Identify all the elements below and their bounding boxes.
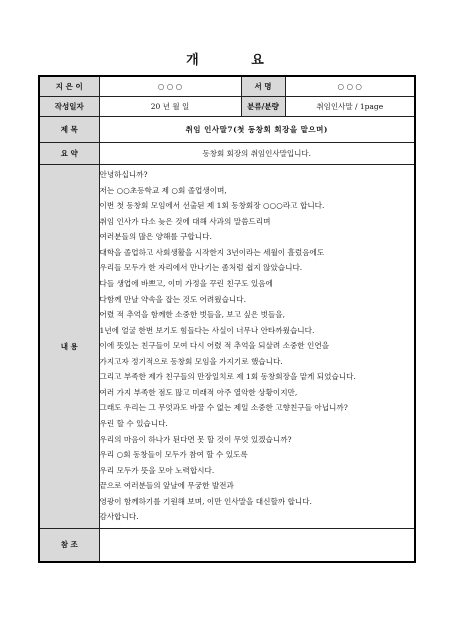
content-line: 우리 ○회 동창들이 모두가 참여 할 수 있도록 (99, 450, 248, 460)
content-line: 끝으로 여러분들의 앞날에 무궁한 발전과 (99, 481, 234, 491)
content-line: 그래도 우리는 그 무엇과도 바꿀 수 없는 제일 소중한 고향친구들 아닙니까? (99, 403, 348, 413)
signature-label: 서 명 (241, 76, 285, 96)
content-line: 그리고 부족한 제가 친구들의 만장일치로 제 1회 동창회장을 맡게 되었습니다. (99, 372, 356, 382)
content-line: 취임 인사가 다소 늦은 것에 대해 사과의 말씀드리며 (99, 216, 271, 226)
author-label: 지 은 이 (39, 76, 99, 96)
reference-label: 참 조 (39, 528, 99, 562)
author-value: ○ ○ ○ (99, 76, 241, 96)
content-line: 저는 ○○초등학교 제 ○회 졸업생이며, (99, 185, 227, 195)
content-row (39, 164, 415, 528)
document-title: 개 요 (186, 53, 288, 68)
date-row (39, 96, 415, 116)
signature-value: ○ ○ ○ (285, 76, 415, 96)
content-line: 우리 모두가 뜻을 모아 노력합시다. (99, 465, 215, 475)
reference-value (99, 528, 415, 562)
overview-form (38, 75, 416, 563)
subject-row (39, 116, 415, 142)
subject-value: 취임 인사말7(첫 동창회 회장을 맡으며) (99, 116, 415, 142)
content-line: 가지고자 정기적으로 동창회 모임을 가지기로 했습니다. (99, 356, 283, 366)
content-body (99, 164, 415, 528)
content-line: 여러 가지 부족한 점도 많고 미래적 아주 열악한 상황이지만, (99, 387, 298, 397)
author-row (39, 76, 415, 96)
content-line: 안녕하십니까? (99, 170, 148, 180)
content-line: 어렸 적 추억을 함께한 소중한 벗들을, 보고 싶은 벗들을, (99, 310, 286, 320)
content-line: 다함께 만날 약속을 잡는 것도 어려웠습니다. (99, 294, 247, 304)
date-label: 작성일자 (39, 96, 99, 116)
content-line: 다들 생업에 바쁘고, 이미 가정을 꾸린 친구도 있음에 (99, 279, 273, 289)
content-label: 내 용 (39, 164, 99, 528)
date-value: 20 년 월 일 (99, 96, 241, 116)
content-line: 대학을 졸업하고 사회생활을 시작한지 3년이라는 세월이 흘렀음에도 (99, 247, 325, 257)
content-line: 감사합니다. (99, 512, 139, 522)
content-line: 이번 첫 동창회 모임에서 선출된 제 1회 동창회장 ○○○라고 합니다. (99, 201, 325, 211)
category-value: 취임인사말 / 1page (285, 96, 415, 116)
reference-row (39, 528, 415, 562)
summary-row (39, 142, 415, 164)
content-line: 1년에 얼굴 한번 보기도 힘들다는 사실이 너무나 안타까웠습니다. (99, 325, 315, 335)
summary-label: 요 약 (39, 142, 99, 164)
content-line: 여러분들의 많은 양해를 구합니다. (99, 232, 212, 242)
content-line: 우린 할 수 있습니다. (99, 418, 168, 428)
content-line: 영광이 함께하기를 기원해 보며, 이만 인사말을 대신할까 합니다. (99, 496, 312, 506)
subject-label: 제 목 (39, 116, 99, 142)
content-line: 이에 뜻있는 친구들이 모여 다시 어렸 적 추억을 되살려 소중한 인연을 (99, 341, 330, 351)
category-label: 분류/분량 (241, 96, 285, 116)
content-line: 우리의 마음이 하나가 된다면 못 할 것이 무엇 있겠습니까? (99, 434, 292, 444)
summary-value: 동창회 회장의 취임인사말입니다. (99, 142, 415, 164)
content-line: 우리들 모두가 한 자리에서 만나기는 좀처럼 쉽지 않았습니다. (99, 263, 303, 273)
